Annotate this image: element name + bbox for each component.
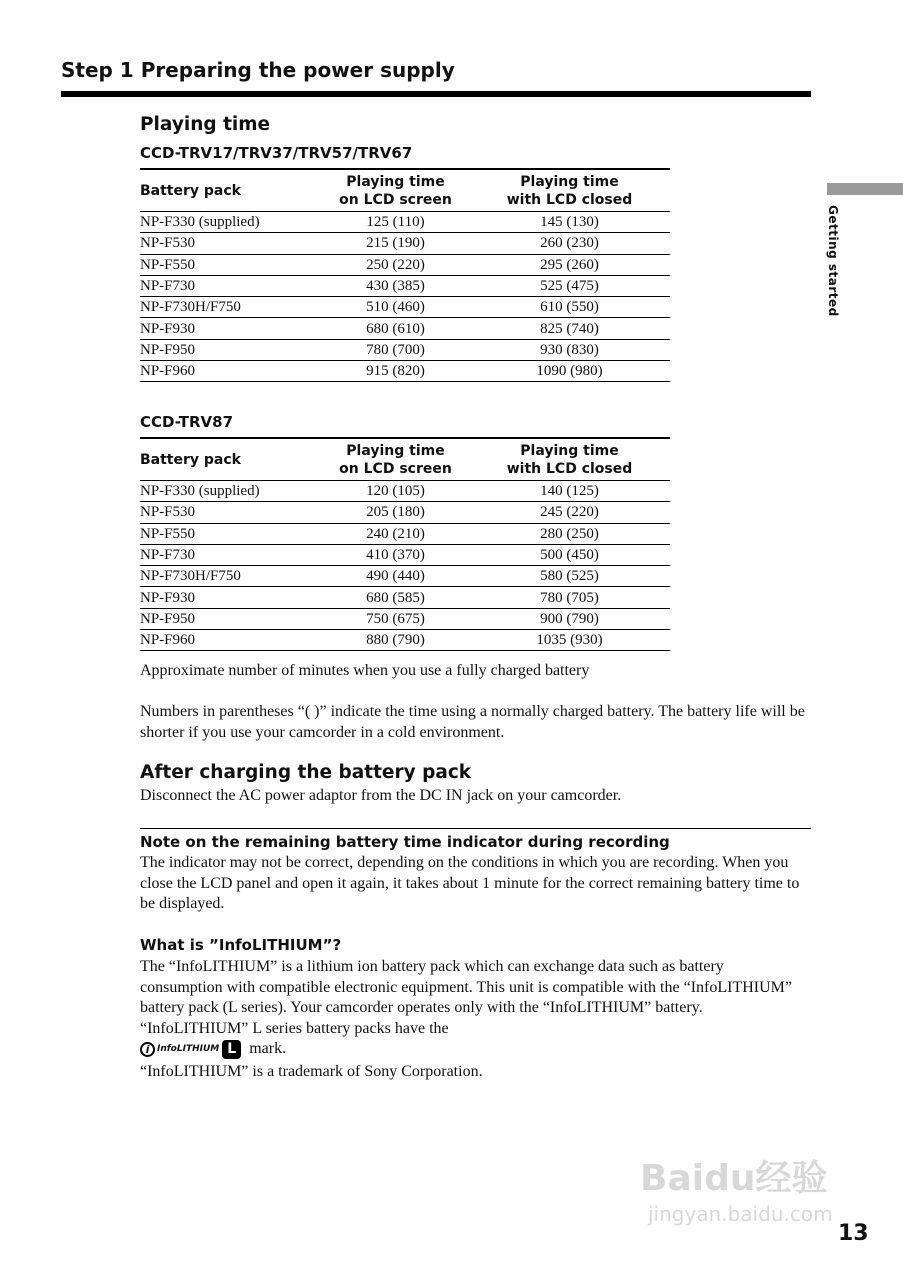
table-cell: 580 (525)	[469, 566, 670, 587]
table-cell: NP-F550	[140, 254, 322, 275]
page-header-title: Step 1 Preparing the power supply	[61, 58, 455, 82]
section-tab-marker	[827, 183, 903, 195]
table-row	[140, 608, 670, 629]
table-row	[140, 297, 670, 318]
table-cell: NP-F530	[140, 502, 322, 523]
note-divider	[140, 828, 811, 829]
table-row	[140, 502, 670, 523]
infolithium-heading: What is ”InfoLITHIUM”?	[140, 936, 342, 954]
table-cell: 610 (550)	[469, 297, 670, 318]
infolithium-text-block	[140, 957, 805, 1060]
table-row	[140, 318, 670, 339]
table-cell: NP-F730	[140, 275, 322, 296]
table-row	[140, 361, 670, 382]
table-row	[140, 630, 670, 651]
note-remaining-heading: Note on the remaining battery time indicator during recording	[140, 833, 670, 851]
l-series-icon: L	[222, 1040, 241, 1059]
table-row	[140, 254, 670, 275]
table-row	[140, 566, 670, 587]
column-header	[140, 438, 322, 481]
table-cell: 140 (125)	[469, 481, 670, 502]
table-row	[140, 544, 670, 565]
table-cell: NP-F930	[140, 587, 322, 608]
table-cell: 240 (210)	[322, 523, 469, 544]
table-cell: 780 (705)	[469, 587, 670, 608]
column-header-line: on LCD screen	[339, 461, 452, 477]
table-row	[140, 481, 670, 502]
table1-model-heading: CCD-TRV17/TRV37/TRV57/TRV67	[140, 144, 413, 162]
table-cell: 295 (260)	[469, 254, 670, 275]
note-remaining-text: The indicator may not be correct, depending on the conditions in which you are recording. When you close the LCD panel and open it again, it takes about 1 minute for the correct remaining battery time to be displayed.	[140, 854, 800, 912]
column-header-line: Battery pack	[140, 183, 241, 199]
table-cell: NP-F960	[140, 361, 322, 382]
column-header	[322, 438, 469, 481]
after-charging-heading: After charging the battery pack	[140, 762, 472, 783]
table-cell: 1035 (930)	[469, 630, 670, 651]
table-header-row	[140, 169, 670, 212]
table-cell: 680 (610)	[322, 318, 469, 339]
table-row	[140, 275, 670, 296]
table-cell: 215 (190)	[322, 233, 469, 254]
header-rule	[61, 91, 811, 97]
table-cell: 1090 (980)	[469, 361, 670, 382]
playing-time-heading: Playing time	[140, 114, 271, 135]
baidu-watermark: Baidu经验	[640, 1158, 828, 1199]
playing-time-table-2	[140, 437, 670, 651]
table-cell: NP-F960	[140, 630, 322, 651]
page-number: 13	[838, 1221, 869, 1246]
column-header-line: Playing time	[520, 443, 619, 459]
table-cell: 510 (460)	[322, 297, 469, 318]
table-cell: 145 (130)	[469, 212, 670, 233]
infolithium-text: The “InfoLITHIUM” is a lithium ion battery pack which can exchange data such as battery consumption with compatible electronic equipment. This unit is compatible with the “InfoLITHIUM” battery pack (L series). Your camcorder operates only with the “InfoLITHIUM” battery. “InfoLITHIUM” L series battery packs have the	[140, 958, 792, 1037]
table-cell: NP-F330 (supplied)	[140, 212, 322, 233]
table-cell: 900 (790)	[469, 608, 670, 629]
table-cell: 245 (220)	[469, 502, 670, 523]
table-cell: 120 (105)	[322, 481, 469, 502]
table-cell: NP-F930	[140, 318, 322, 339]
table-cell: 915 (820)	[322, 361, 469, 382]
column-header	[140, 169, 322, 212]
table-cell: NP-F730H/F750	[140, 297, 322, 318]
table-cell: 880 (790)	[322, 630, 469, 651]
column-header-line: Playing time	[346, 174, 445, 190]
table-row	[140, 212, 670, 233]
column-header-line: with LCD closed	[506, 461, 633, 477]
table-cell: 780 (700)	[322, 339, 469, 360]
table-cell: NP-F950	[140, 608, 322, 629]
table-row	[140, 233, 670, 254]
column-header	[469, 169, 670, 212]
info-i-icon: i	[140, 1042, 155, 1057]
table-cell: 280 (250)	[469, 523, 670, 544]
infolithium-logo-text: InfoLITHIUM	[157, 1044, 220, 1055]
table-cell: 260 (230)	[469, 233, 670, 254]
parentheses-note: Numbers in parentheses “( )” indicate the time using a normally charged battery. The battery life will be shorter if you use your camcorder in a cold environment.	[140, 703, 805, 741]
trademark-note: “InfoLITHIUM” is a trademark of Sony Corporation.	[140, 1063, 483, 1080]
table-cell: 930 (830)	[469, 339, 670, 360]
table-cell: NP-F730H/F750	[140, 566, 322, 587]
column-header	[469, 438, 670, 481]
minutes-note: Approximate number of minutes when you use a fully charged battery	[140, 662, 590, 679]
infolithium-logo	[140, 1040, 241, 1059]
table-row	[140, 339, 670, 360]
table-cell: 205 (180)	[322, 502, 469, 523]
table-row	[140, 587, 670, 608]
infolithium-mark-suffix: mark.	[249, 1040, 287, 1057]
table-cell: 125 (110)	[322, 212, 469, 233]
table-row	[140, 523, 670, 544]
column-header-line: on LCD screen	[339, 192, 452, 208]
baidu-watermark-url: jingyan.baidu.com	[648, 1202, 833, 1226]
table-cell: 410 (370)	[322, 544, 469, 565]
after-charging-text: Disconnect the AC power adaptor from the DC IN jack on your camcorder.	[140, 787, 622, 804]
column-header-line: Playing time	[346, 443, 445, 459]
table-cell: 250 (220)	[322, 254, 469, 275]
table-cell: 500 (450)	[469, 544, 670, 565]
playing-time-table-1	[140, 168, 670, 382]
table-cell: NP-F550	[140, 523, 322, 544]
table-cell: 825 (740)	[469, 318, 670, 339]
table2-model-heading: CCD-TRV87	[140, 413, 234, 431]
table-cell: 680 (585)	[322, 587, 469, 608]
table-cell: NP-F730	[140, 544, 322, 565]
table-cell: 430 (385)	[322, 275, 469, 296]
column-header	[322, 169, 469, 212]
table-cell: NP-F950	[140, 339, 322, 360]
table-cell: 525 (475)	[469, 275, 670, 296]
table-header-row	[140, 438, 670, 481]
column-header-line: Playing time	[520, 174, 619, 190]
section-tab-label: Getting started	[826, 205, 840, 317]
table-cell: NP-F530	[140, 233, 322, 254]
table-cell: 750 (675)	[322, 608, 469, 629]
table-cell: NP-F330 (supplied)	[140, 481, 322, 502]
table-cell: 490 (440)	[322, 566, 469, 587]
column-header-line: with LCD closed	[506, 192, 633, 208]
column-header-line: Battery pack	[140, 452, 241, 468]
